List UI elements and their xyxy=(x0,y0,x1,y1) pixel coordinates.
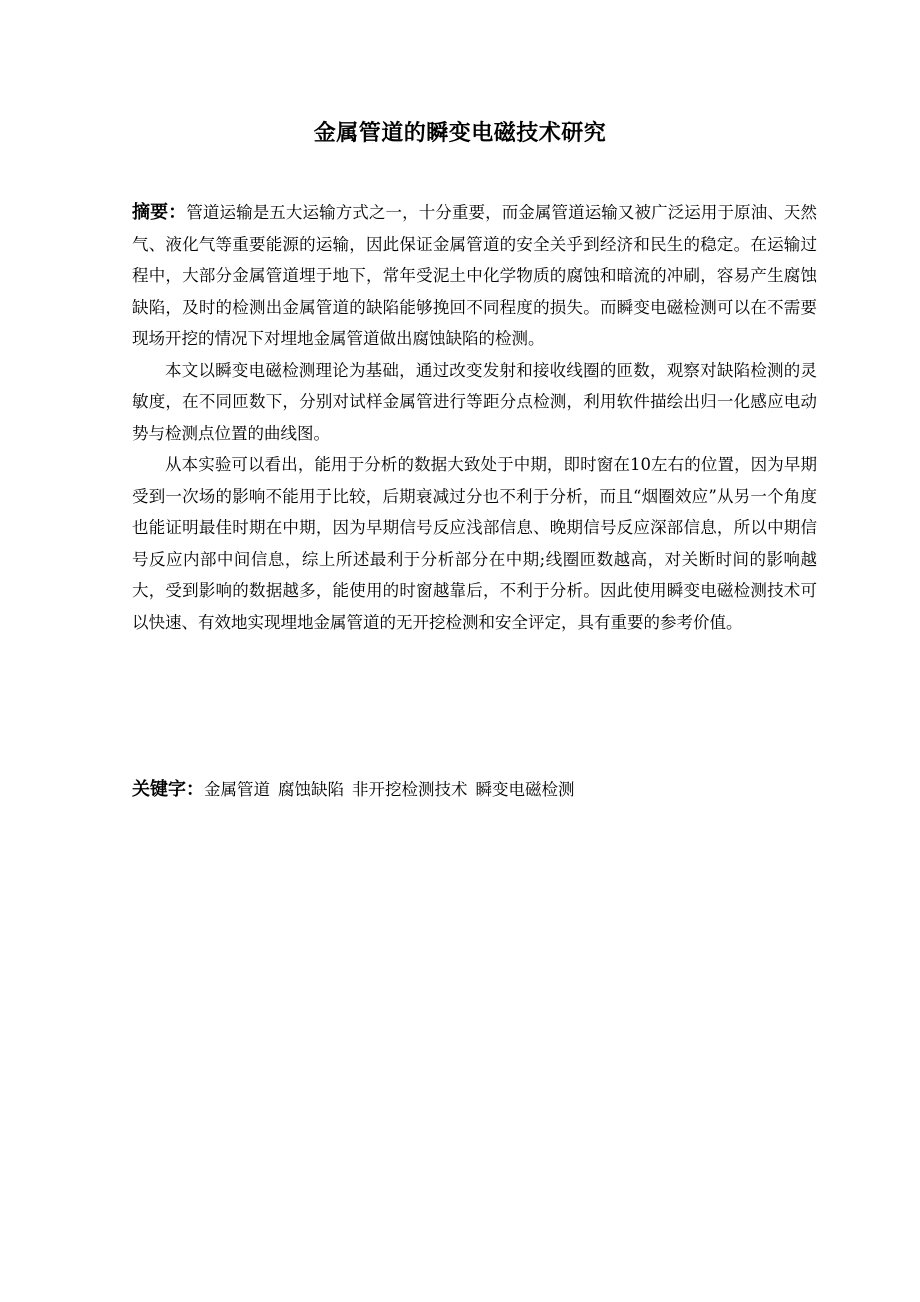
abstract-paragraph-1-text: 管道运输是五大运输方式之一，十分重要，而金属管道运输又被广泛运用于原油、天然气、液化气等重要能源的运输，因此保证金属管道的安全关乎到经济和民生的稳定。在运输过程中，大部分金属管道埋于地下，常年受泥土中化学物质的腐蚀和暗流的冲刷，容易产生腐蚀缺陷，及时的检测出金属管道的缺陷能够挽回不同程度的损失。而瞬变电磁检测可以在不需要现场开挖的情况下对埋地金属管道做出腐蚀缺陷的检测。 xyxy=(132,203,818,348)
abstract-section xyxy=(132,197,817,638)
keyword: 非开挖检测技术 xyxy=(352,780,468,799)
keyword: 瞬变电磁检测 xyxy=(475,780,575,799)
keywords-label: 关键字： xyxy=(132,779,204,800)
abstract-paragraph-2: 本文以瞬变电磁检测理论为基础，通过改变发射和接收线圈的匝数，观察对缺陷检测的灵敏度，在不同匝数下，分别对试样金属管进行等距分点检测，利用软件描绘出归一化感应电动势与检测点位置的曲线图。 xyxy=(132,360,817,443)
keywords-section xyxy=(132,775,817,805)
abstract-label: 摘要： xyxy=(132,202,187,223)
document-title: 金属管道的瞬变电磁技术研究 xyxy=(313,121,607,146)
keyword: 金属管道 xyxy=(204,780,270,799)
keyword: 腐蚀缺陷 xyxy=(278,780,344,799)
abstract-paragraph-3: 从本实验可以看出，能用于分析的数据大致处于中期，即时窗在10左右的位置，因为早期受到一次场的影响不能用于比较，后期衰减过分也不利于分析，而且“烟圈效应”从另一个角度也能证明最佳时期在中期，因为早期信号反应浅部信息、晚期信号反应深部信息，所以中期信号反应内部中间信息，综上所述最利于分析部分在中期;线圈匝数越高，对关断时间的影响越大，受到影响的数据越多，能使用的时窗越靠后，不利于分析。因此使用瞬变电磁检测技术可以快速、有效地实现埋地金属管道的无开挖检测和安全评定，具有重要的参考价值。 xyxy=(132,455,817,632)
abstract-paragraph-1 xyxy=(132,197,817,355)
